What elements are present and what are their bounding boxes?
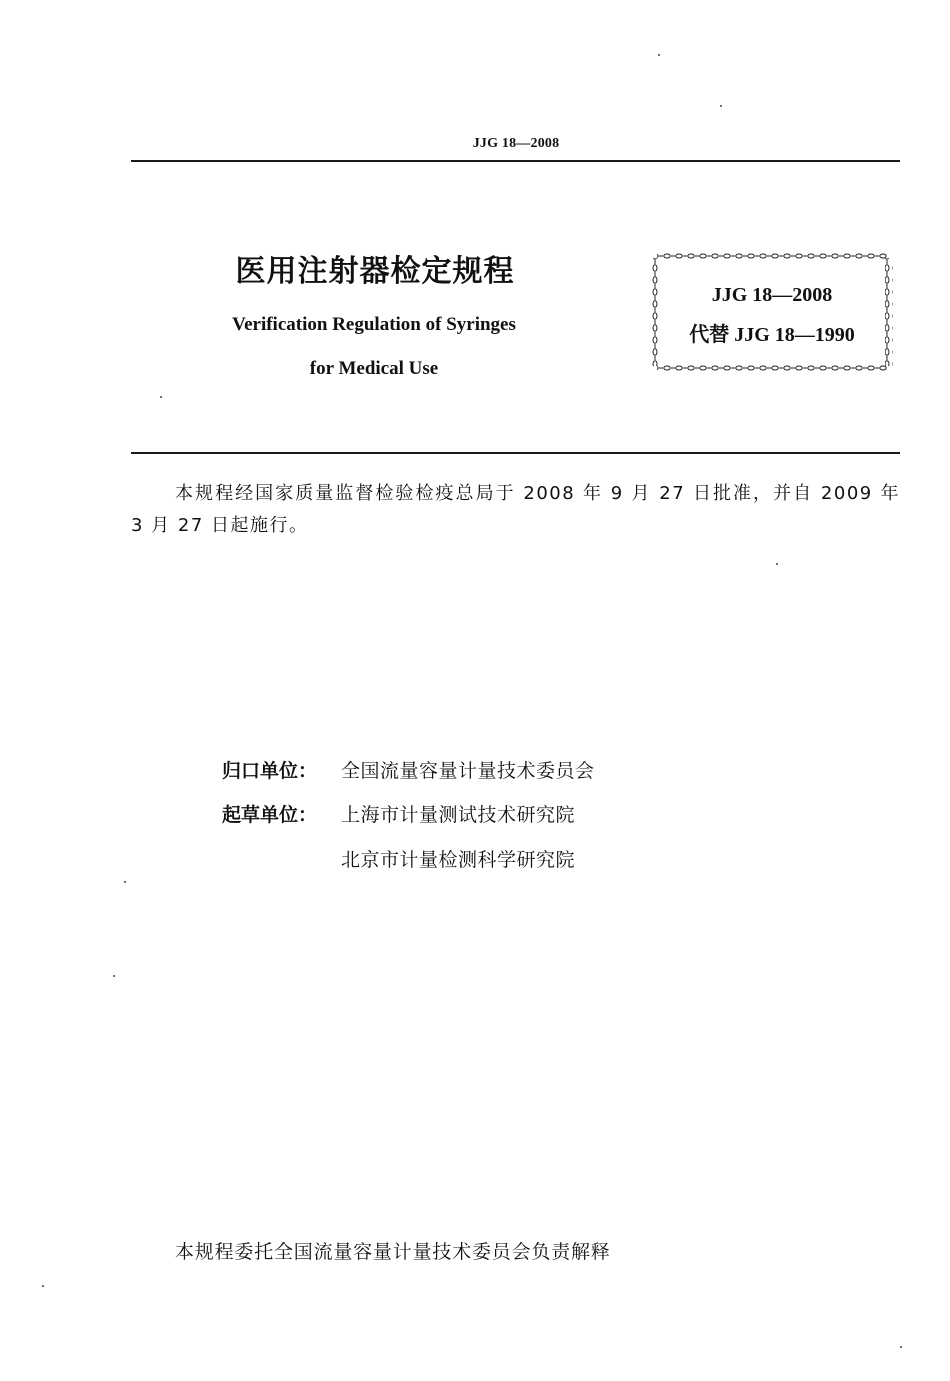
title-english-line2: for Medical Use bbox=[309, 358, 439, 379]
interpretation-note: 本规程委托全国流量容量计量技术委员会负责解释 bbox=[175, 1241, 611, 1263]
scan-speck bbox=[658, 54, 660, 56]
responsible-unit-value: 全国流量容量计量技术委员会 bbox=[341, 760, 595, 782]
standard-code: JJG 18—2008 bbox=[711, 284, 833, 306]
scan-speck bbox=[160, 396, 162, 398]
drafting-unit-value-2: 北京市计量检测科学研究院 bbox=[341, 849, 576, 871]
scan-speck bbox=[776, 563, 778, 565]
replaces-code: 代替 JJG 18—1990 bbox=[689, 324, 855, 346]
scan-speck bbox=[124, 881, 126, 883]
running-head: JJG 18—2008 bbox=[472, 136, 560, 151]
responsible-unit-label: 归口单位： bbox=[222, 760, 318, 782]
drafting-unit-label: 起草单位： bbox=[222, 804, 318, 826]
standard-code-box bbox=[651, 252, 893, 372]
title-english-line1: Verification Regulation of Syringes bbox=[232, 314, 516, 335]
scan-speck bbox=[42, 1285, 44, 1287]
title-chinese: 医用注射器检定规程 bbox=[235, 254, 515, 289]
scan-speck bbox=[113, 975, 115, 977]
top-rule bbox=[131, 160, 900, 162]
scan-speck bbox=[720, 105, 722, 107]
approval-text: 本规程经国家质量监督检验检疫总局于 2008 年 9 月 27 日批准，并自 2009 年 3 月 27 日起施行。 bbox=[131, 483, 900, 536]
decorative-border bbox=[651, 252, 893, 372]
scan-speck bbox=[900, 1346, 902, 1348]
middle-rule bbox=[131, 452, 900, 454]
drafting-unit-value-1: 上海市计量测试技术研究院 bbox=[341, 804, 576, 826]
